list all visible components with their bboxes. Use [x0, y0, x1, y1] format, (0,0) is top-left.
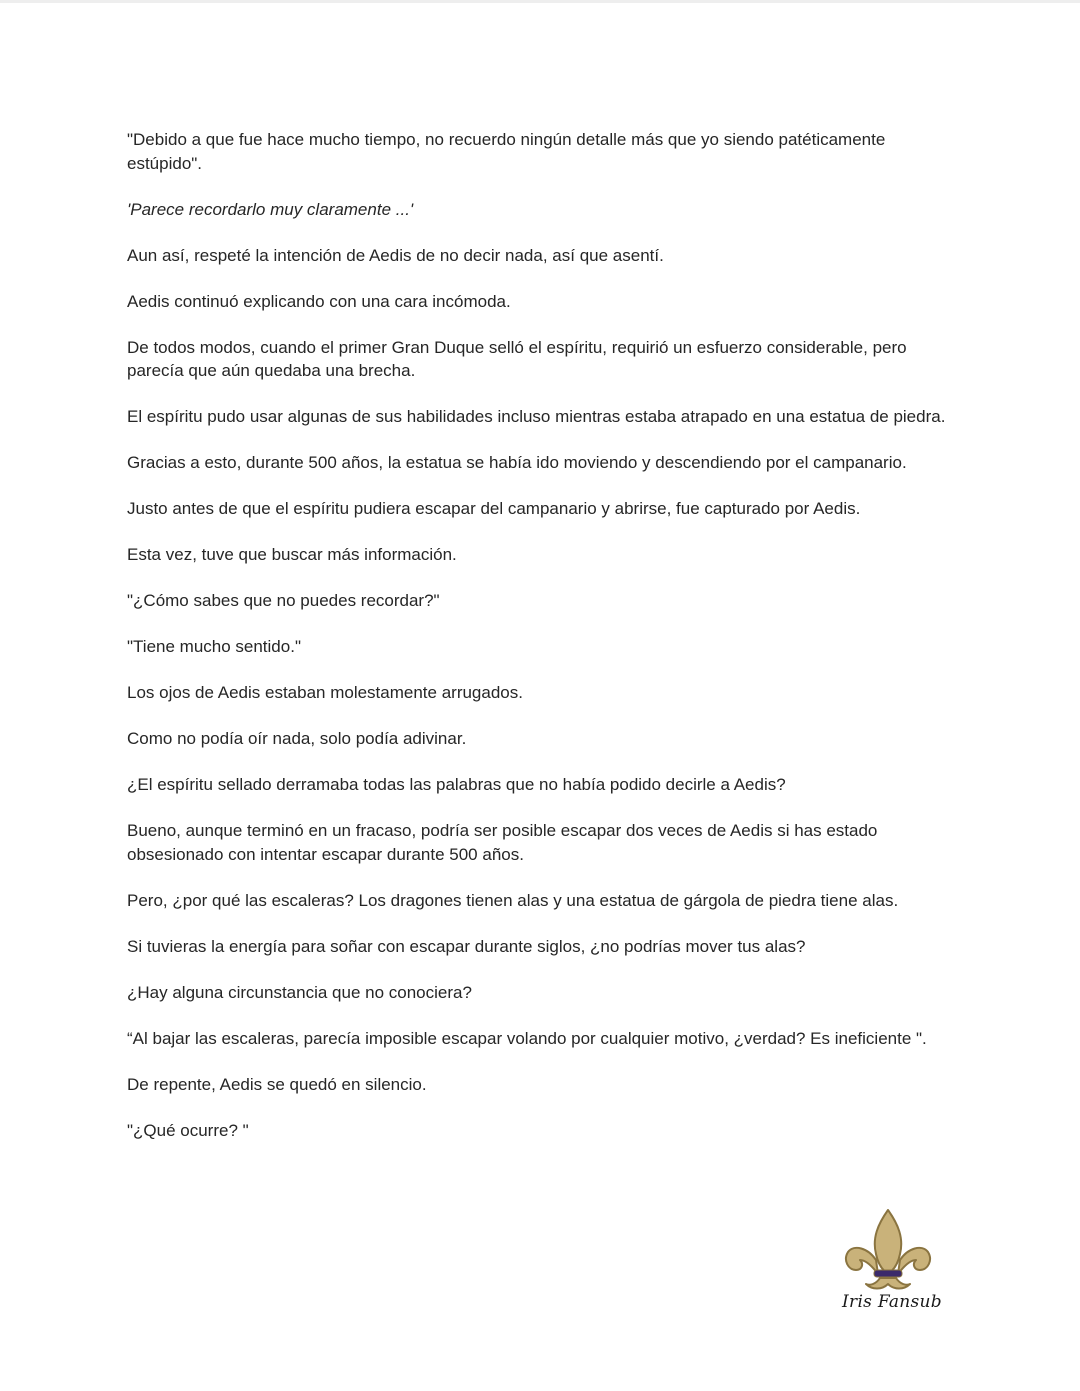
paragraph-5: De todos modos, cuando el primer Gran Duque selló el espíritu, requirió un esfuerzo considerable, pero parecía que aún quedaba una brecha. — [127, 337, 907, 380]
paragraph-7: Gracias a esto, durante 500 años, la estatua se había ido moviendo y descendiendo por el campanario. — [127, 453, 907, 472]
paragraph-6: El espíritu pudo usar algunas de sus habilidades incluso mientras estaba atrapado en una estatua de piedra. — [127, 407, 946, 426]
paragraph-15: Bueno, aunque terminó en un fracaso, podría ser posible escapar dos veces de Aedis si has estado obsesionado con intentar escapar durante 500 años. — [127, 821, 878, 864]
paragraph-14: ¿El espíritu sellado derramaba todas las palabras que no había podido decirle a Aedis? — [127, 775, 786, 794]
paragraph-13: Como no podía oír nada, solo podía adivinar. — [127, 729, 467, 748]
paragraph-16: Pero, ¿por qué las escaleras? Los dragones tienen alas y una estatua de gárgola de piedra tiene alas. — [127, 890, 899, 910]
paragraph-20: De repente, Aedis se quedó en silencio. — [127, 1074, 427, 1094]
paragraph-10: "¿Cómo sabes que no puedes recordar?" — [127, 591, 440, 610]
paragraph-2: 'Parece recordarlo muy claramente ...' — [127, 199, 414, 219]
logo-text: Iris Fansub — [842, 1292, 942, 1312]
paragraph-1: "Debido a que fue hace mucho tiempo, no recuerdo ningún detalle más que yo siendo patéticamente estúpido". — [127, 130, 886, 173]
paragraph-11: "Tiene mucho sentido." — [127, 637, 301, 656]
paragraph-8: Justo antes de que el espíritu pudiera escapar del campanario y abrirse, fue capturado por Aedis. — [127, 499, 861, 518]
paragraph-18: ¿Hay alguna circunstancia que no conociera? — [127, 982, 472, 1002]
paragraph-12: Los ojos de Aedis estaban molestamente arrugados. — [127, 683, 523, 702]
iris-fansub-logo — [842, 1208, 942, 1318]
paragraph-3: Aun así, respeté la intención de Aedis de no decir nada, así que asentí. — [127, 245, 664, 265]
fleur-de-lis-icon — [842, 1208, 942, 1294]
document-body — [127, 128, 947, 1165]
paragraph-19: “Al bajar las escaleras, parecía imposible escapar volando por cualquier motivo, ¿verdad? Es ineficiente ". — [127, 1028, 927, 1048]
paragraph-21: "¿Qué ocurre? " — [127, 1120, 249, 1140]
paragraph-4: Aedis continuó explicando con una cara incómoda. — [127, 291, 511, 311]
paragraph-9: Esta vez, tuve que buscar más información. — [127, 545, 457, 564]
top-edge-divider — [0, 0, 1080, 3]
paragraph-17: Si tuvieras la energía para soñar con escapar durante siglos, ¿no podrías mover tus alas? — [127, 936, 806, 956]
